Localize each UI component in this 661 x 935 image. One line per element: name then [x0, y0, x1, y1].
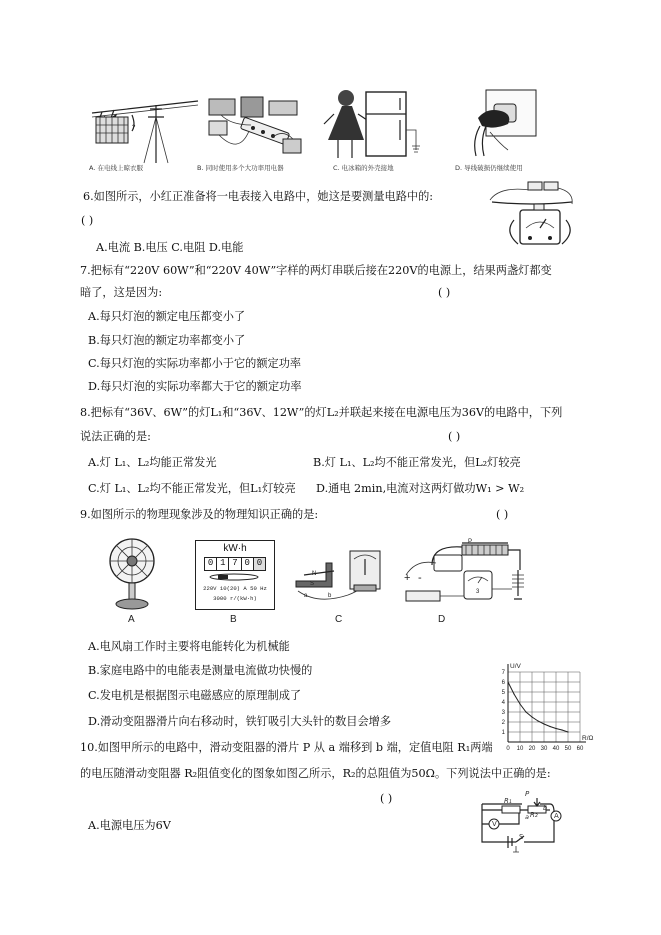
- circuit-label-r1: R₁: [504, 797, 512, 805]
- chart-x-axis-label: R/Ω: [582, 735, 594, 742]
- q10-stem-line1: 10.如图甲所示的电路中，滑动变阻器的滑片 P 从 a 端移到 b 端，定值电阻 R₁两端: [80, 741, 493, 754]
- svg-text:+: +: [404, 572, 411, 584]
- q9-option-d: D.滑动变阻器滑片向右移动时，铁钉吸引大头针的数目会增多: [88, 715, 392, 728]
- caption-fridge-grounded: C. 电冰箱的外壳接地: [333, 164, 394, 172]
- meter-digit: 7: [229, 558, 241, 570]
- chart-y-axis-label: U/V: [510, 663, 521, 670]
- chart-point: [519, 703, 520, 704]
- circuit-label-r2: R₂: [530, 811, 538, 819]
- q9-stem: 9.如图所示的物理现象涉及的物理知识正确的是:: [80, 508, 319, 521]
- meter-digit: 0: [205, 558, 217, 570]
- chart-x-tick-label: 10: [516, 746, 524, 752]
- clothes-on-wire-figure: [90, 95, 200, 165]
- chart-point: [513, 693, 514, 694]
- q8-answer-bracket: ( ): [448, 430, 461, 443]
- caption-multiple-appliances: B. 同时使用多个大功率用电器: [197, 164, 284, 172]
- chart-point: [555, 728, 556, 729]
- circuit-label-p: P: [525, 790, 530, 798]
- chart-grid: [508, 672, 580, 742]
- q7-stem-line2: 暗了，这是因为:: [80, 286, 163, 299]
- chart-y-tick-label: 5: [501, 690, 505, 696]
- q10-answer-bracket: ( ): [380, 792, 393, 805]
- chart-y-tick-label: 4: [501, 700, 505, 706]
- caption-damaged-wire: D. 导线破损仍继续使用: [455, 164, 523, 172]
- q7-stem-line1: 7.把标有“220V 60W”和“220V 40W”字样的两灯串联后接在220V的电源上，结果两盏灯都变: [80, 264, 552, 277]
- svg-text:N: N: [312, 571, 317, 577]
- chart-points: [507, 681, 568, 732]
- svg-text:3: 3: [476, 589, 480, 595]
- circuit-label-voltmeter: V: [492, 820, 497, 828]
- svg-text:P: P: [468, 539, 473, 545]
- chart-x-tick-label: 20: [528, 746, 536, 752]
- svg-text:S: S: [310, 581, 315, 587]
- meter-unit: kW·h: [223, 543, 247, 554]
- q8-option-d: D.通电 2min,电流对这两灯做功W₁ > W₂: [316, 482, 525, 495]
- fig-b-label: B: [230, 614, 237, 625]
- q8-option-b: B.灯 L₁、L₂均不能正常发光，但L₂灯较亮: [313, 456, 521, 469]
- generator-induction-figure: [292, 545, 384, 607]
- chart-x-tick-label: 60: [576, 746, 584, 752]
- circuit-label-ammeter: A: [554, 812, 559, 820]
- electricity-meter-figure: [195, 540, 275, 610]
- electric-fan-figure: [102, 537, 162, 611]
- fig-d-label: D: [438, 614, 446, 625]
- chart-point: [531, 716, 532, 717]
- chart-x-tick-label: 30: [540, 746, 548, 752]
- q8-stem-line1: 8.把标有“36V、6W”的灯L₁和“36V、12W”的灯L₂并联起来接在电源电压为36V的电路中，下列: [80, 406, 563, 419]
- circuit-label-b: b: [543, 804, 548, 812]
- meter-digit: 0: [242, 558, 254, 570]
- circuit-label-switch: S: [519, 833, 524, 841]
- q6-stem: 6.如图所示，小红正准备将一电表接入电路中，她这是要测量电路中的:: [83, 190, 434, 203]
- damaged-wire-figure: [460, 88, 540, 160]
- q9-option-a: A.电风扇工作时主要将电能转化为机械能: [88, 640, 290, 653]
- chart-ticks: [502, 670, 584, 752]
- q8-option-c: C.灯 L₁、L₂均不能正常发光，但L₁灯较亮: [88, 482, 296, 495]
- chart-series-line: [508, 682, 568, 732]
- chart-x-tick-label: 0: [506, 746, 510, 752]
- meter-reading: [204, 557, 266, 571]
- q8-stem-line2: 说法正确的是:: [80, 430, 151, 443]
- q7-option-b: B.每只灯泡的额定功率都变小了: [88, 334, 246, 347]
- resistor-r1: [502, 806, 520, 813]
- svg-text:-: -: [418, 572, 422, 584]
- svg-text:b: b: [328, 593, 332, 599]
- q10-stem-line2: 的电压随滑动变阻器 R₂阻值变化的图象如图乙所示，R₂的总阻值为50Ω。下列说法中正确的是:: [80, 767, 551, 780]
- chart-y-tick-label: 2: [501, 720, 505, 726]
- meter-digit: 1: [217, 558, 229, 570]
- electromagnet-circuit-figure: [400, 535, 530, 607]
- svg-text:a: a: [304, 593, 308, 599]
- multiple-appliances-figure: [205, 95, 315, 165]
- fig-c-label: C: [335, 614, 343, 625]
- chart-point: [549, 726, 550, 727]
- q8-option-a: A.灯 L₁、L₂均能正常发光: [88, 456, 217, 469]
- chart-point: [561, 729, 562, 730]
- chart-point: [525, 711, 526, 712]
- chart-y-tick-label: 7: [501, 670, 505, 676]
- meter-spec: 220V 10(20) A 50 Hz: [203, 585, 267, 592]
- q7-answer-bracket: ( ): [438, 286, 451, 299]
- meter-rate: 3000 r/(kW·h): [213, 595, 257, 602]
- circuit-label-a: a: [525, 813, 529, 821]
- svg-text:?: ?: [132, 125, 136, 131]
- q10-circuit-diagram: [476, 792, 566, 852]
- chart-y-tick-label: 6: [501, 680, 505, 686]
- q10-option-a: A.电源电压为6V: [88, 819, 171, 832]
- meter-decimal-digit: 0: [254, 558, 265, 570]
- chart-point: [543, 723, 544, 724]
- fridge-grounded-figure: [316, 90, 426, 162]
- q9-option-c: C.发电机是根据图示电磁感应的原理制成了: [88, 689, 302, 702]
- q9-answer-bracket: ( ): [496, 508, 509, 521]
- q6-answer-bracket: ( ): [81, 214, 94, 227]
- chart-x-tick-label: 40: [552, 746, 560, 752]
- chart-point: [567, 731, 568, 732]
- q7-option-c: C.每只灯泡的实际功率都小于它的额定功率: [88, 357, 302, 370]
- electric-meter-hand-figure: [490, 180, 576, 250]
- voltage-resistance-chart: [490, 652, 594, 752]
- caption-clothes-on-wire: A. 在电线上晾衣服: [89, 164, 143, 172]
- meter-disc: [204, 573, 264, 581]
- q9-option-b: B.家庭电路中的电能表是测量电流做功快慢的: [88, 664, 313, 677]
- fig-a-label: A: [128, 614, 135, 625]
- chart-y-tick-label: 3: [501, 710, 505, 716]
- chart-point: [507, 681, 508, 682]
- chart-x-tick-label: 50: [564, 746, 572, 752]
- q7-option-a: A.每只灯泡的额定电压都变小了: [88, 310, 246, 323]
- chart-y-tick-label: 1: [501, 730, 505, 736]
- q6-options: A.电流 B.电压 C.电阻 D.电能: [96, 241, 244, 254]
- q7-option-d: D.每只灯泡的实际功率都大于它的额定功率: [88, 380, 302, 393]
- chart-point: [537, 720, 538, 721]
